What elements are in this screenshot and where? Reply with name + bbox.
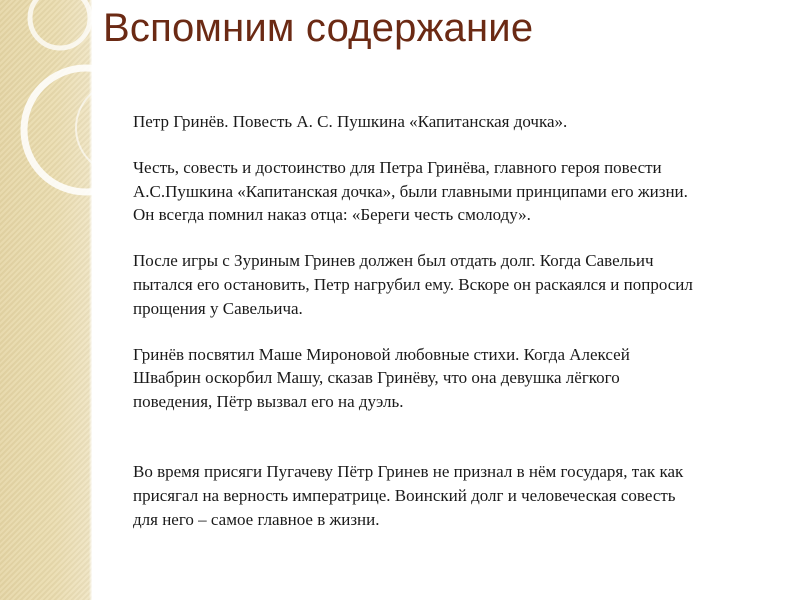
paragraph-oath: Во время присяги Пугачеву Пётр Гринев не признал в нём государя, так как присягал на верность императрице. Воинский долг и человеческая совесть для него – самое главное в жизни. [133, 461, 684, 529]
paragraph-honor: Честь, совесть и достоинство для Петра Гринёва, главного героя повести А.С.Пушкина «Капитанская дочка», были главными принципами его жизни. Он всегда помнил наказ отца: «Береги честь смолоду». [133, 157, 688, 225]
paragraph-duel: Гринёв посвятил Маше Мироновой любовные стихи. Когда Алексей Швабрин оскорбил Машу, сказав Гринёву, что она девушка лёгкого поведения, Пётр вызвал его на дуэль. [133, 344, 630, 412]
paragraph-intro: Петр Гринёв. Повесть А. С. Пушкина «Капитанская дочка». [133, 112, 568, 131]
decorative-left-band [0, 0, 92, 600]
band-texture [0, 0, 92, 600]
slide-content [133, 110, 693, 531]
paragraph-debt: После игры с Зуриным Гринев должен был отдать долг. Когда Савельич пытался его остановить, Петр нагрубил ему. Вскоре он раскаялся и попросил прощения у Савельича. [133, 251, 693, 318]
band-edge [89, 0, 92, 600]
slide-title: Вспомним содержание [103, 6, 534, 50]
